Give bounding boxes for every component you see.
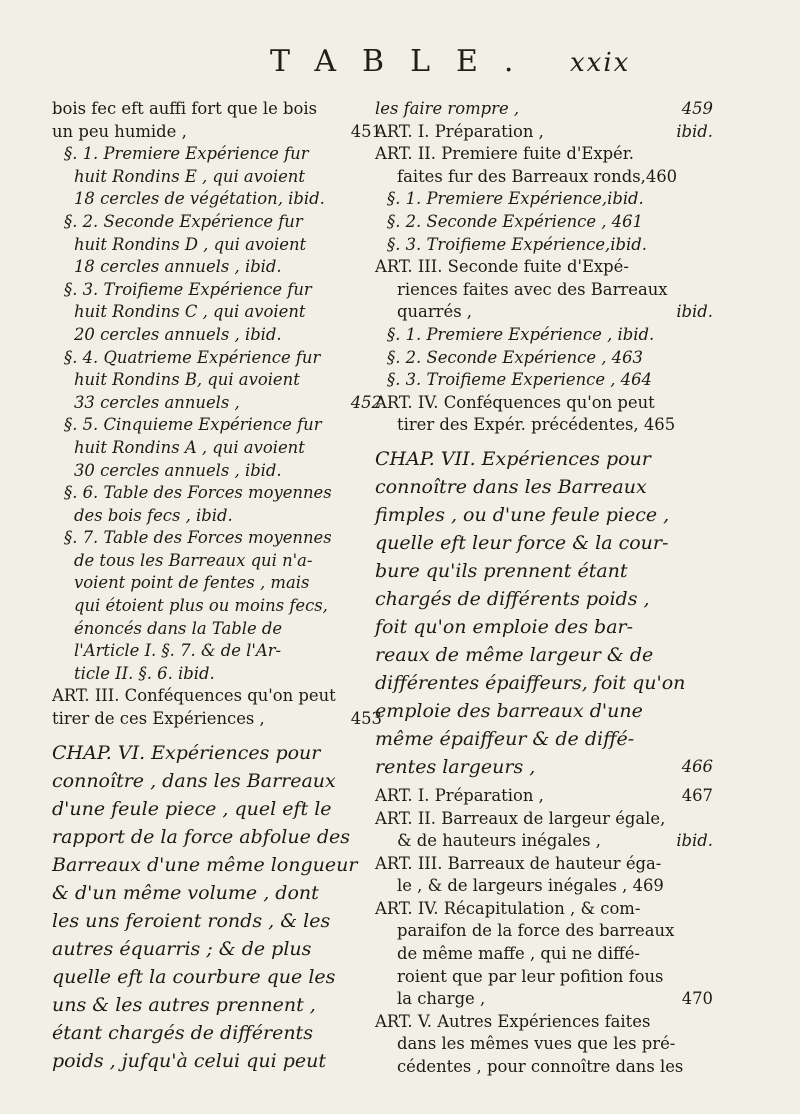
toc-entry-text: paraifon de la force des barreaux: [397, 921, 675, 941]
toc-entry-text: 18 cercles annuels , ibid.: [74, 257, 282, 277]
chapter-heading-line: CHAP. VII. Expériences pour: [375, 447, 651, 470]
chapter-heading-line: emploie des barreaux d'une: [375, 699, 643, 722]
toc-entry-text: le , & de largeurs inégales , 469: [397, 876, 664, 896]
toc-entry-line: [52, 618, 382, 641]
chapter-heading-line: foit qu'on emploie des bar-: [375, 615, 634, 638]
toc-entry-line: [375, 98, 713, 121]
toc-entry-line: [375, 785, 713, 808]
toc-entry-line: [375, 988, 713, 1011]
chapter-heading-line: quelle eft la courbure que les: [52, 965, 336, 988]
page-reference: 452: [350, 392, 382, 412]
toc-entry-line: [375, 279, 713, 302]
toc-entry-line: [375, 943, 713, 966]
toc-entry-line: [375, 1056, 713, 1079]
toc-entry-line: [52, 256, 382, 279]
toc-entry-line: [52, 527, 382, 550]
toc-entry-text: cédentes , pour connoître dans les: [397, 1057, 684, 1077]
page-reference: ibid.: [676, 302, 713, 322]
running-head: [0, 44, 800, 84]
toc-entry-line: [52, 572, 382, 595]
toc-entry-line: [375, 898, 713, 921]
toc-entry-text: ART. III. Barreaux de hauteur éga-: [375, 853, 662, 873]
toc-entry-text: §. 1. Premiere Expérience,ibid.: [387, 189, 644, 209]
toc-entry-text: ART. II. Barreaux de largeur égale,: [375, 808, 666, 828]
toc-entry-line: [52, 347, 382, 370]
toc-entry-text: §. 7. Table des Forces moyennes: [64, 528, 332, 548]
toc-entry-text: ART. II. Premiere fuite d'Expér.: [375, 144, 634, 164]
toc-entry-text: §. 6. Table des Forces moyennes: [64, 483, 332, 503]
toc-entry-text: tirer de ces Expériences ,: [52, 709, 265, 729]
toc-entry-line: [52, 414, 382, 437]
chapter-heading-line: fimples , ou d'une feule piece ,: [375, 503, 670, 526]
toc-entry-text: §. 3. Troifieme Expérience fur: [64, 279, 312, 299]
toc-entry-line: [52, 550, 382, 573]
page-reference: ibid.: [676, 831, 713, 851]
toc-entry-line: [375, 920, 713, 943]
toc-entry-text: la charge ,: [397, 989, 486, 1009]
toc-entry-text: ART. IV. Récapitulation , & com-: [375, 898, 641, 918]
running-head-title: TABLE.: [270, 44, 540, 79]
toc-entry-text: de tous les Barreaux qui n'a-: [74, 550, 313, 570]
toc-entry-text: énoncés dans la Table de: [74, 618, 283, 638]
toc-entry-text: l'Article I. §. 7. & de l'Ar-: [74, 641, 282, 661]
chapter-heading-line: rentes largeurs , 466: [375, 753, 713, 781]
chapter-heading-line: reaux de même largeur & de: [375, 643, 654, 666]
toc-entry-text: un peu humide ,: [52, 121, 187, 141]
toc-entry-line: [375, 324, 713, 347]
toc-entry-text: quarrés ,: [397, 302, 473, 322]
toc-entry-text: §. 5. Cinquieme Expérience fur: [64, 415, 322, 435]
toc-entry-line: [375, 1033, 713, 1056]
toc-entry-line: [375, 143, 713, 166]
toc-entry-line: [52, 437, 382, 460]
chapter-heading-line: Barreaux d'une même longueur: [52, 853, 358, 876]
toc-entry-line: [52, 211, 382, 234]
chapter-heading-line: bure qu'ils prennent étant: [375, 559, 628, 582]
toc-entry-text: huit Rondins E , qui avoient: [74, 166, 305, 186]
toc-entry-line: [375, 234, 713, 257]
toc-entry-line: [52, 166, 382, 189]
chapter-heading-line: d'une feule piece , quel eft le: [52, 797, 332, 820]
toc-entry-line: [375, 256, 713, 279]
toc-entry-text: §. 2. Seconde Expérience , 463: [387, 347, 643, 367]
toc-entry-text: §. 2. Seconde Expérience , 461: [387, 211, 643, 231]
toc-entry-line: [375, 188, 713, 211]
toc-entry-text: dans les mêmes vues que les pré-: [397, 1034, 676, 1054]
toc-entry-text: 18 cercles de végétation, ibid.: [74, 189, 325, 209]
toc-entry-line: [52, 369, 382, 392]
toc-entry-line: [375, 414, 713, 437]
toc-entry-line: [52, 505, 382, 528]
page-reference: 451: [350, 121, 382, 141]
toc-entry-line: [52, 121, 382, 144]
toc-entry-text: faites fur des Barreaux ronds,460: [397, 166, 678, 186]
page-reference: 470: [681, 989, 713, 1009]
page-reference: 466: [681, 756, 713, 776]
chapter-heading-line: connoître , dans les Barreaux: [52, 769, 336, 792]
chapter-heading-line: chargés de différents poids ,: [375, 587, 650, 610]
chapter-heading-line: connoître dans les Barreaux: [375, 475, 647, 498]
toc-entry-text: de même maffe , qui ne diffé-: [397, 944, 640, 964]
toc-entry-text: qui étoient plus ou moins fecs,: [74, 596, 328, 616]
toc-entry-line: [52, 234, 382, 257]
toc-entry-text: 20 cercles annuels , ibid.: [74, 324, 282, 344]
chapter-heading: [375, 445, 713, 781]
toc-entry-line: [375, 966, 713, 989]
toc-entry-text: 30 cercles annuels , ibid.: [74, 460, 282, 480]
toc-entry-line: [375, 808, 713, 831]
toc-entry-line: [375, 875, 713, 898]
chapter-heading: [52, 739, 382, 1075]
chapter-heading-line: différentes épaiffeurs, foit qu'on: [375, 671, 686, 694]
toc-entry-line: [375, 392, 713, 415]
toc-entry-line: [52, 279, 382, 302]
toc-entry-text: bois fec eft auffi fort que le bois: [52, 99, 318, 118]
chapter-heading-line: les uns feroient ronds , & les: [52, 909, 331, 932]
toc-entry-line: [375, 121, 713, 144]
toc-entry-line: [375, 301, 713, 324]
toc-entry-text: roient que par leur pofition fous: [397, 966, 664, 986]
toc-entry-text: des bois fecs , ibid.: [74, 505, 233, 525]
toc-entry-text: ART. III. Conféquences qu'on peut: [52, 686, 336, 706]
toc-entry-line: [52, 482, 382, 505]
toc-entry-text: ART. III. Seconde fuite d'Expé-: [375, 257, 629, 277]
page-reference: 453: [350, 709, 382, 729]
toc-entry-text: §. 4. Quatrieme Expérience fur: [64, 347, 321, 367]
toc-entry-text: §. 1. Premiere Expérience fur: [64, 144, 309, 164]
right-column: [375, 98, 713, 1079]
toc-entry-line: [52, 98, 382, 121]
toc-entry-text: ticle II. §. 6. ibid.: [74, 663, 215, 683]
toc-entry-line: [52, 708, 382, 731]
toc-entry-text: huit Rondins B, qui avoient: [74, 370, 300, 390]
chapter-heading-line: quelle eft leur force & la cour-: [375, 531, 669, 554]
toc-entry-text: tirer des Expér. précédentes, 465: [397, 415, 676, 435]
toc-entry-text: ART. I. Préparation ,: [375, 785, 544, 805]
toc-entry-line: [375, 853, 713, 876]
toc-entry-line: [375, 830, 713, 853]
toc-entry-text: riences faites avec des Barreaux: [397, 279, 668, 299]
toc-entry-line: [52, 301, 382, 324]
chapter-heading-line: CHAP. VI. Expériences pour: [52, 741, 321, 764]
chapter-heading-line: uns & les autres prennent ,: [52, 993, 316, 1016]
toc-entry-line: [52, 392, 382, 415]
toc-entry-text: §. 3. Troifieme Expérience,ibid.: [387, 234, 647, 254]
toc-entry-line: [52, 685, 382, 708]
toc-entry-text: ART. IV. Conféquences qu'on peut: [375, 392, 655, 412]
toc-entry-line: [52, 188, 382, 211]
chapter-heading-line: étant chargés de différents: [52, 1021, 313, 1044]
toc-entry-line: [375, 211, 713, 234]
toc-entry-line: [52, 640, 382, 663]
toc-entry-text: ART. V. Autres Expériences faites: [375, 1011, 651, 1031]
chapter-heading-line: même épaiffeur & de diffé-: [375, 727, 635, 750]
chapter-heading-line: poids , jufqu'à celui qui peut: [52, 1049, 326, 1072]
toc-entry-line: [52, 460, 382, 483]
toc-entry-text: §. 1. Premiere Expérience , ibid.: [387, 324, 655, 344]
toc-entry-text: §. 3. Troifieme Experience , 464: [387, 370, 652, 390]
toc-entry-text: §. 2. Seconde Expérience fur: [64, 211, 303, 231]
toc-entry-text: huit Rondins A , qui avoient: [74, 437, 305, 457]
toc-entry-text: & de hauteurs inégales ,: [397, 831, 601, 851]
toc-entry-text: 33 cercles annuels ,: [74, 392, 240, 412]
toc-entry-line: [52, 324, 382, 347]
page-folio: xxix: [570, 48, 631, 78]
toc-entry-text: huit Rondins C , qui avoient: [74, 302, 306, 322]
toc-entry-line: [375, 369, 713, 392]
toc-entry-text: les faire rompre ,: [375, 99, 520, 118]
chapter-heading-line: rapport de la force abfolue des: [52, 825, 351, 848]
toc-entry-text: voient point de fentes , mais: [74, 573, 310, 593]
toc-entry-text: ART. I. Préparation ,: [375, 121, 544, 141]
toc-entry-line: [52, 663, 382, 686]
page-reference: 459: [681, 99, 713, 118]
left-column: [52, 98, 382, 1079]
toc-entry-line: [375, 1011, 713, 1034]
toc-entry-text: huit Rondins D , qui avoient: [74, 234, 307, 254]
chapter-heading-line: & d'un même volume , dont: [52, 881, 319, 904]
toc-entry-line: [375, 166, 713, 189]
toc-entry-line: [52, 595, 382, 618]
page-reference: 467: [681, 785, 713, 805]
chapter-heading-line: autres équarris ; & de plus: [52, 937, 312, 960]
toc-entry-line: [52, 143, 382, 166]
page-reference: ibid.: [676, 121, 713, 141]
toc-entry-line: [375, 347, 713, 370]
